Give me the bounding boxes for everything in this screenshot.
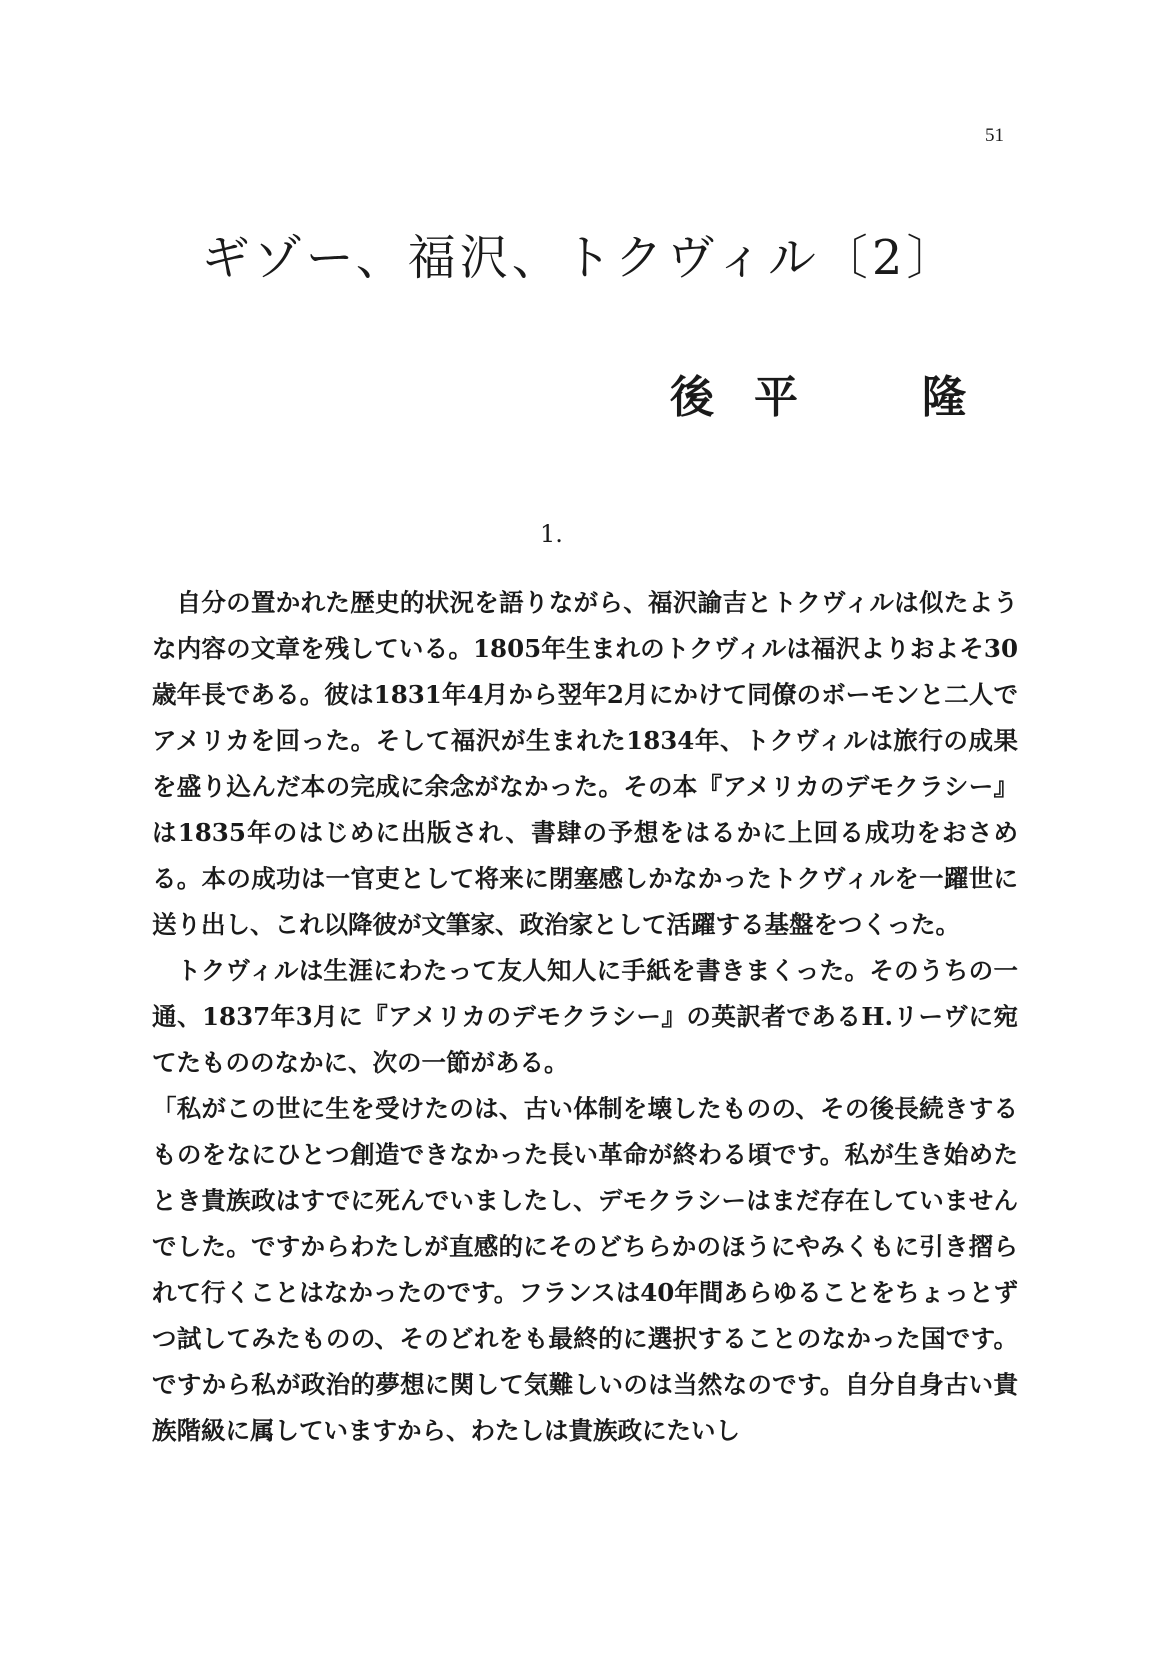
author-given-name: 隆 <box>922 372 966 423</box>
body-text <box>152 580 1018 1454</box>
paragraph: 自分の置かれた歴史的状況を語りながら、福沢諭吉とトクヴィルは似たような内容の文章を残している。1805年生まれのトクヴィルは福沢よりおよそ30歳年長である。彼は1831年4月から翌年2月にかけて同僚のボーモンと二人でアメリカを回った。そして福沢が生まれた1834年、トクヴィルは旅行の成果を盛り込んだ本の完成に余念がなかった。その本『アメリカのデモクラシー』は1835年のはじめに出版され、書肆の予想をはるかに上回る成功をおさめる。本の成功は一官吏として将来に閉塞感しかなかったトクヴィルを一躍世に送り出し、これ以降彼が文筆家、政治家として活躍する基盤をつくった。 <box>152 588 1018 939</box>
article-title: ギゾー、福沢、トクヴィル〔2〕 <box>201 230 959 286</box>
author-name <box>670 370 980 426</box>
page-number: 51 <box>985 125 1004 146</box>
section-heading: 1. <box>540 520 563 548</box>
quote-paragraph: 「私がこの世に生を受けたのは、古い体制を壊したものの、その後長続きするものをなにひとつ創造できなかった長い革命が終わる頃です。私が生き始めたとき貴族政はすでに死んでいましたし、デモクラシーはまだ存在していませんでした。ですからわたしが直感的にそのどちらかのほうにやみくもに引き摺られて行くことはなかったのです。フランスは40年間あらゆることをちょっとずつ試してみたものの、そのどれをも最終的に選択することのなかった国です。ですから私が政治的夢想に関して気難しいのは当然なのです。自分自身古い貴族階級に属していますから、わたしは貴族政にたいし <box>152 1094 1018 1445</box>
author-family-name: 後平 <box>670 372 838 423</box>
paragraph: トクヴィルは生涯にわたって友人知人に手紙を書きまくった。そのうちの一通、1837年3月に『アメリカのデモクラシー』の英訳者であるH.リーヴに宛てたもののなかに、次の一節がある。 <box>152 956 1018 1077</box>
